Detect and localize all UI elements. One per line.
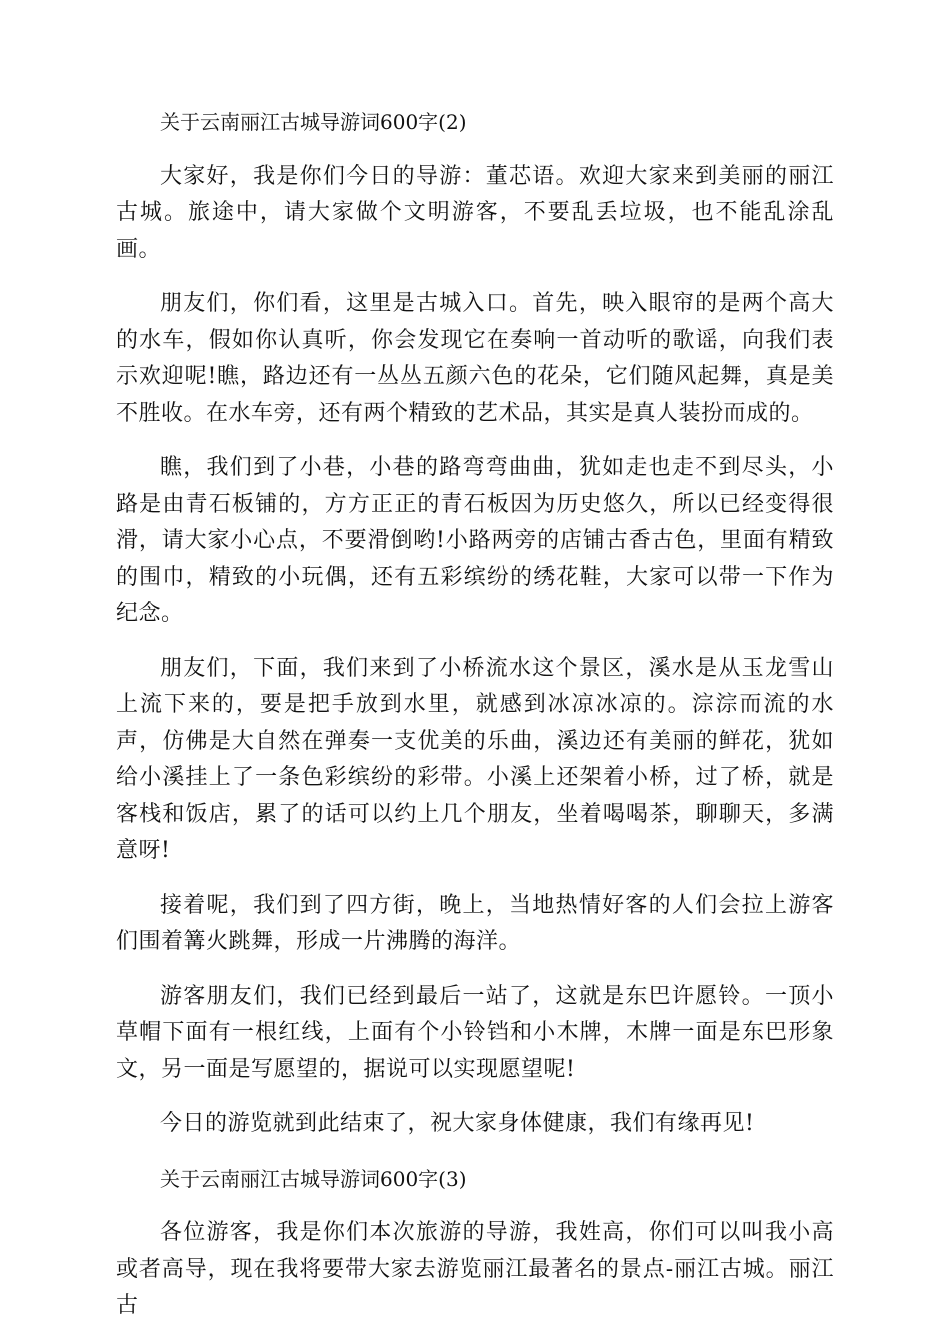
section-heading-3: 关于云南丽江古城导游词600字(3): [160, 1166, 467, 1191]
paragraph-entrance: 朋友们，你们看，这里是古城入口。首先，映入眼帘的是两个高大的水车，假如你认真听，你会发现它在奏响一首动听的歌谣，向我们表示欢迎呢!瞧，路边还有一丛丛五颜六色的花朵，它们随风起舞，真是美不胜收。在水车旁，还有两个精致的艺术品，其实是真人装扮而成的。: [116, 291, 834, 426]
paragraph-greeting: 大家好，我是你们今日的导游：董芯语。欢迎大家来到美丽的丽江古城。旅途中，请大家做个文明游客，不要乱丢垃圾，也不能乱涂乱画。: [116, 163, 834, 262]
paragraph-farewell: 今日的游览就到此结束了，祝大家身体健康，我们有缘再见!: [160, 1111, 755, 1136]
paragraph-wishing-bell: 游客朋友们，我们已经到最后一站了，这就是东巴许愿铃。一顶小草帽下面有一根红线，上面有个小铃铛和小木牌，木牌一面是东巴形象文，另一面是写愿望的，据说可以实现愿望呢!: [116, 983, 834, 1082]
paragraph-bridge: 朋友们，下面，我们来到了小桥流水这个景区，溪水是从玉龙雪山上流下来的，要是把手放到水里，就感到冰凉冰凉的。淙淙而流的水声，仿佛是大自然在弹奏一支优美的乐曲，溪边还有美丽的鲜花，犹如给小溪挂上了一条色彩缤纷的彩带。小溪上还架着小桥，过了桥，就是客栈和饭店，累了的话可以约上几个朋友，坐着喝喝茶，聊聊天，多满意呀!: [116, 655, 834, 863]
paragraph-alley: 瞧，我们到了小巷，小巷的路弯弯曲曲，犹如走也走不到尽头，小路是由青石板铺的，方方正正的青石板因为历史悠久，所以已经变得很滑，请大家小心点，不要滑倒哟!小路两旁的店铺古香古色，里面有精致的围巾，精致的小玩偶，还有五彩缤纷的绣花鞋，大家可以带一下作为纪念。: [116, 455, 834, 626]
section-heading-2: 关于云南丽江古城导游词600字(2): [160, 110, 467, 134]
paragraph-sifang-street: 接着呢，我们到了四方街，晚上，当地热情好客的人们会拉上游客们围着篝火跳舞，形成一片沸腾的海洋。: [116, 892, 834, 954]
document-page: [116, 104, 834, 1343]
paragraph-intro-3: 各位游客，我是你们本次旅游的导游，我姓高，你们可以叫我小高或者高导，现在我将要带大家去游览丽江最著名的景点-丽江古城。丽江古: [116, 1220, 834, 1318]
